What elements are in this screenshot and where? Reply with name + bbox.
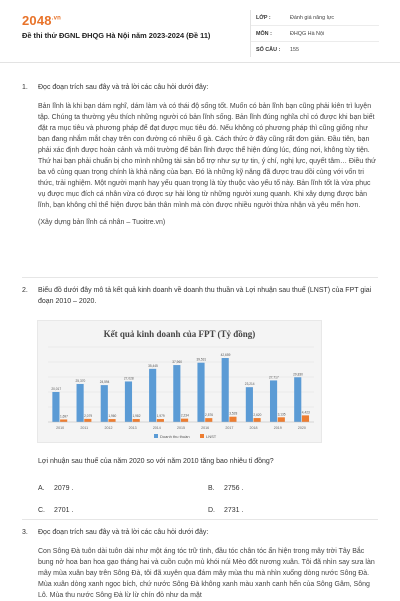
profit-bar xyxy=(108,419,115,422)
exam-info-table xyxy=(250,10,379,57)
x-tick-label: 2015 xyxy=(177,426,185,430)
info-value: 155 xyxy=(290,46,299,53)
legend-label: Doanh thu thuần xyxy=(160,434,190,439)
data-label: 39,531 xyxy=(196,357,207,362)
x-tick-label: 2011 xyxy=(80,426,89,430)
data-label: 35,445 xyxy=(148,363,158,368)
info-row-count xyxy=(251,42,379,57)
revenue-bar xyxy=(52,392,59,422)
data-label: 1,697 xyxy=(59,414,68,419)
revenue-bar xyxy=(125,381,132,422)
info-key: SỐ CÂU : xyxy=(256,46,281,53)
data-label: 24,594 xyxy=(99,380,110,385)
revenue-bar xyxy=(222,358,229,422)
legend-swatch xyxy=(154,434,158,438)
data-label: 3,528 xyxy=(229,411,238,416)
exam-title: Đề thi thử ĐGNL ĐHQG Hà Nội năm 2023-2024 (Đề 11) xyxy=(22,31,211,40)
data-label: 2,079 xyxy=(84,413,93,418)
revenue-bar xyxy=(173,365,180,422)
question-number: 1. xyxy=(22,84,28,91)
x-tick-label: 2016 xyxy=(201,426,210,430)
question-number: 2. xyxy=(22,287,28,294)
x-tick-label: 2014 xyxy=(152,426,161,430)
info-key: MÔN : xyxy=(256,30,272,37)
data-label: 1,979 xyxy=(156,414,165,419)
info-key: LỚP : xyxy=(256,14,271,21)
revenue-bar xyxy=(270,380,277,422)
passage-source: (Xây dựng bản lĩnh cá nhân – Tuoitre.vn) xyxy=(38,219,166,226)
profit-bar xyxy=(254,418,261,422)
option-b[interactable]: B. 2756 . xyxy=(208,485,244,492)
profit-bar xyxy=(205,418,212,422)
option-a[interactable]: A. 2079 . xyxy=(38,485,74,492)
profit-bar xyxy=(157,419,164,422)
profit-bar xyxy=(84,419,91,422)
data-label: 29,830 xyxy=(293,372,303,377)
reading-passage: Bản lĩnh là khi bạn dám nghĩ, dám làm và có thái độ sống tốt. Muốn có bản lĩnh bạn cũng phải kiên trì luyện tập. Chúng ta thường yêu thích những người có bản lĩnh sống. Bản lĩnh đúng nghĩa chỉ có được khi bạn biết đặt ra mục tiêu và phương pháp để đạt được mục tiêu đó. Nếu không có phương pháp thì cũng giống như bạn đang nhắm mắt chạy trên con đường có nhiều ổ gà. Cách thức ở đây cũng rất đơn giản. Đầu tiên, bạn phải xác định được hoàn cảnh và môi trường để bản lĩnh được thể hiện đúng lúc, đúng nơi, không tùy tiện. Thứ hai bạn phải chuẩn bị cho mình những tài sản bổ trợ như sự tự tin, ý chí, nghị lực, quyết tâm… Điều thứ ba vô cùng quan trọng chính là khả năng của bạn. Đó là những kỹ năng đã được trau dồi cùng với vốn tri thức, trải nghiệm. Một người mạnh hay yếu quan trọng là tùy thuộc vào yếu tố này. Bản lĩnh tốt là vừa phục vụ được mục đích cá nhân vừa có được sự hài lòng từ những người xung quanh. Khi xây dựng được bản lĩnh, bạn không chỉ thể hiện được bản thân mình mà còn được nhiều người thừa nhận và yêu mến hơn. xyxy=(38,103,376,209)
divider xyxy=(22,277,378,278)
x-tick-label: 2010 xyxy=(56,426,65,430)
info-value: ĐHQG Hà Nội xyxy=(290,30,325,37)
legend-label: LNST xyxy=(206,434,217,439)
bar-chart xyxy=(38,321,321,442)
revenue-bar xyxy=(197,363,204,422)
answer-options xyxy=(38,483,378,527)
x-tick-label: 2018 xyxy=(249,426,258,430)
page-header xyxy=(0,0,400,63)
question-1 xyxy=(22,82,378,228)
data-label: 27,717 xyxy=(268,375,279,380)
x-tick-label: 2017 xyxy=(225,426,234,430)
option-d[interactable]: D. 2731 . xyxy=(208,507,244,514)
info-row-subject xyxy=(251,26,379,42)
data-label: 4,423 xyxy=(301,410,310,415)
info-row-class xyxy=(251,10,379,26)
divider xyxy=(22,519,378,520)
data-label: 23,214 xyxy=(244,382,255,387)
data-label: 1,960 xyxy=(108,414,117,419)
x-tick-label: 2019 xyxy=(273,426,282,430)
revenue-bar xyxy=(246,387,253,422)
option-c[interactable]: C. 2701 . xyxy=(38,507,74,514)
data-label: 27,028 xyxy=(123,376,134,381)
chart-image xyxy=(37,320,322,443)
revenue-bar xyxy=(77,384,84,422)
x-tick-label: 2020 xyxy=(297,426,306,430)
question-number: 3. xyxy=(22,529,28,536)
question-text: Lợi nhuận sau thuế của năm 2020 so với năm 2010 tăng bao nhiêu tỉ đồng? xyxy=(38,458,274,465)
profit-bar xyxy=(60,419,67,422)
profit-bar xyxy=(229,417,236,422)
data-label: 3,135 xyxy=(277,412,286,417)
chart-title: Kết quả kinh doanh của FPT (Tỷ đồng) xyxy=(103,329,256,339)
profit-bar xyxy=(133,419,140,422)
question-prompt: Đọc đoạn trích sau đây và trả lời các câu hỏi dưới đây: xyxy=(38,529,209,536)
profit-bar xyxy=(278,417,285,422)
x-tick-label: 2013 xyxy=(128,426,137,430)
profit-bar xyxy=(302,415,309,422)
reading-passage: Con Sông Đà tuôn dài tuôn dài như một áng tóc trữ tình, đầu tóc chân tóc ẩn hiện trong mây trời Tây Bắc bung nở hoa ban hoa gạo tháng hai và cuồn cuộn mù khói núi Mèo đốt nương xuân. Tôi đã nhìn say sưa làn mây mùa xuân bay trên Sông Đà, tôi đã xuyên qua đám mây mùa thu mà nhìn xuống dòng nước Sông Đà. Mùa xuân dòng xanh ngọc bích, chứ nước Sông Đà không xanh màu xanh canh hến của Sông Gâm, Sông Lô. Mùa thu nước Sông Đà lừ lừ chín đỏ như da mặt xyxy=(38,548,375,599)
question-prompt: Đọc đoạn trích sau đây và trả lời các câu hỏi dưới đây: xyxy=(38,84,209,91)
question-prompt: Biểu đồ dưới đây mô tả kết quả kinh doanh về doanh thu thuần và Lợi nhuận sau thuế (LNST) của FPT giai đoạn 2010 – 2020. xyxy=(38,287,372,305)
data-label: 37,960 xyxy=(172,360,183,365)
legend-swatch xyxy=(200,434,204,438)
data-label: 2,576 xyxy=(205,413,214,418)
revenue-bar xyxy=(149,369,156,422)
site-logo[interactable]: $2048^{.vn}$ xyxy=(22,13,62,28)
data-label: 1,982 xyxy=(132,414,141,419)
revenue-bar xyxy=(101,385,108,422)
x-tick-label: 2012 xyxy=(104,426,113,430)
info-value: Đánh giá năng lực xyxy=(290,14,335,21)
data-label: 42,659 xyxy=(220,353,231,358)
profit-bar xyxy=(181,419,188,422)
question-2 xyxy=(22,285,378,307)
data-label: 2,620 xyxy=(253,413,262,418)
data-label: 20,017 xyxy=(51,386,62,391)
data-label: 25,370 xyxy=(75,378,86,383)
data-label: 2,234 xyxy=(180,413,189,418)
revenue-bar xyxy=(294,377,301,422)
question-3 xyxy=(22,527,378,601)
question-2-answer xyxy=(22,456,378,527)
